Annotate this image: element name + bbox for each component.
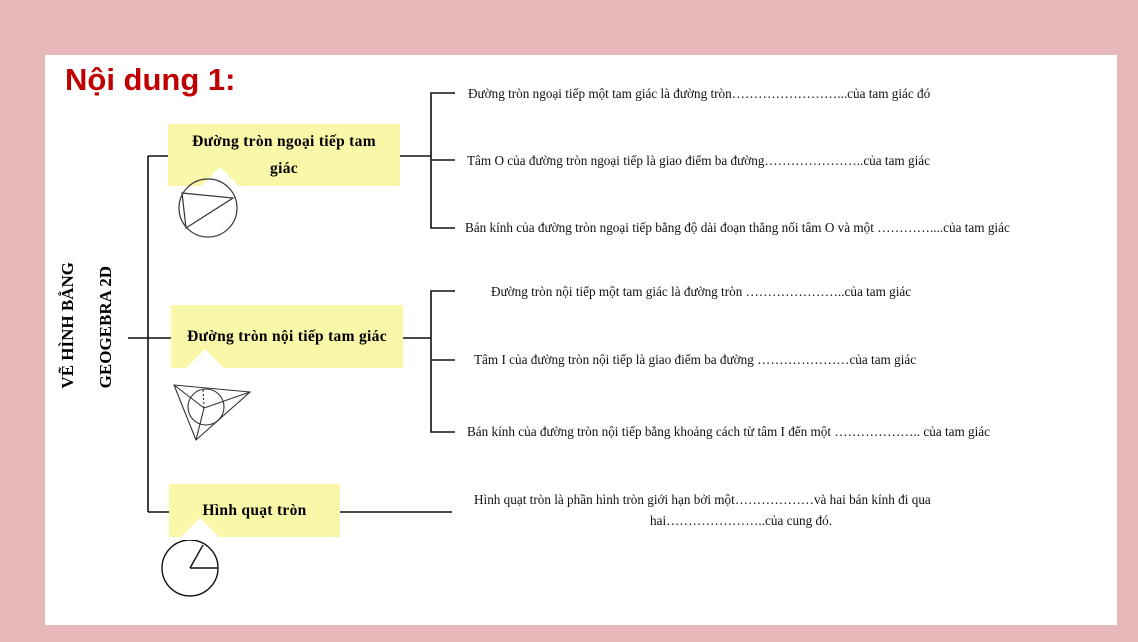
incircle-statement-2: Tâm I của đường tròn nội tiếp là giao điểm ba đường …………………của tam giác — [474, 352, 917, 367]
branch-label: Đường tròn ngoại tiếp tam giác — [192, 133, 376, 177]
incircle-statement-1: Đường tròn nội tiếp một tam giác là đường tròn …………………..của tam giác — [491, 284, 912, 299]
root-line-1: VẼ HÌNH BẰNG — [58, 262, 77, 389]
circumcircle-statement-2: Tâm O của đường tròn ngoại tiếp là giao điểm ba đường…………………..của tam giác — [467, 153, 930, 168]
circumcircle-figure-icon — [170, 175, 245, 240]
sector-statement-line-2: hai…………………..của cung đó. — [650, 513, 833, 528]
circumcircle-statement-1: Đường tròn ngoại tiếp một tam giác là đường tròn……………………...của tam giác đó — [468, 86, 931, 101]
sector-statement-line-1: Hình quạt tròn là phần hình tròn giới hạn bởi một………………và hai bán kính đi qua — [474, 492, 931, 507]
branch-label: Hình quạt tròn — [202, 502, 307, 519]
circumcircle-statement-3: Bán kính của đường tròn ngoại tiếp bằng độ dài đoạn thẳng nối tâm O và một …………....của tam giác — [465, 220, 1010, 235]
sector-figure-icon — [160, 540, 235, 600]
branch-label: Đường tròn nội tiếp tam giác — [187, 328, 387, 345]
root-line-2: GEOGEBRA 2D — [96, 266, 115, 389]
slide-title: Nội dung 1: — [65, 62, 236, 97]
incircle-figure-icon — [168, 380, 258, 450]
incircle-statement-3: Bán kính của đường tròn nội tiếp bằng khoảng cách từ tâm I đến một ……………….. của tam giác — [467, 424, 991, 439]
